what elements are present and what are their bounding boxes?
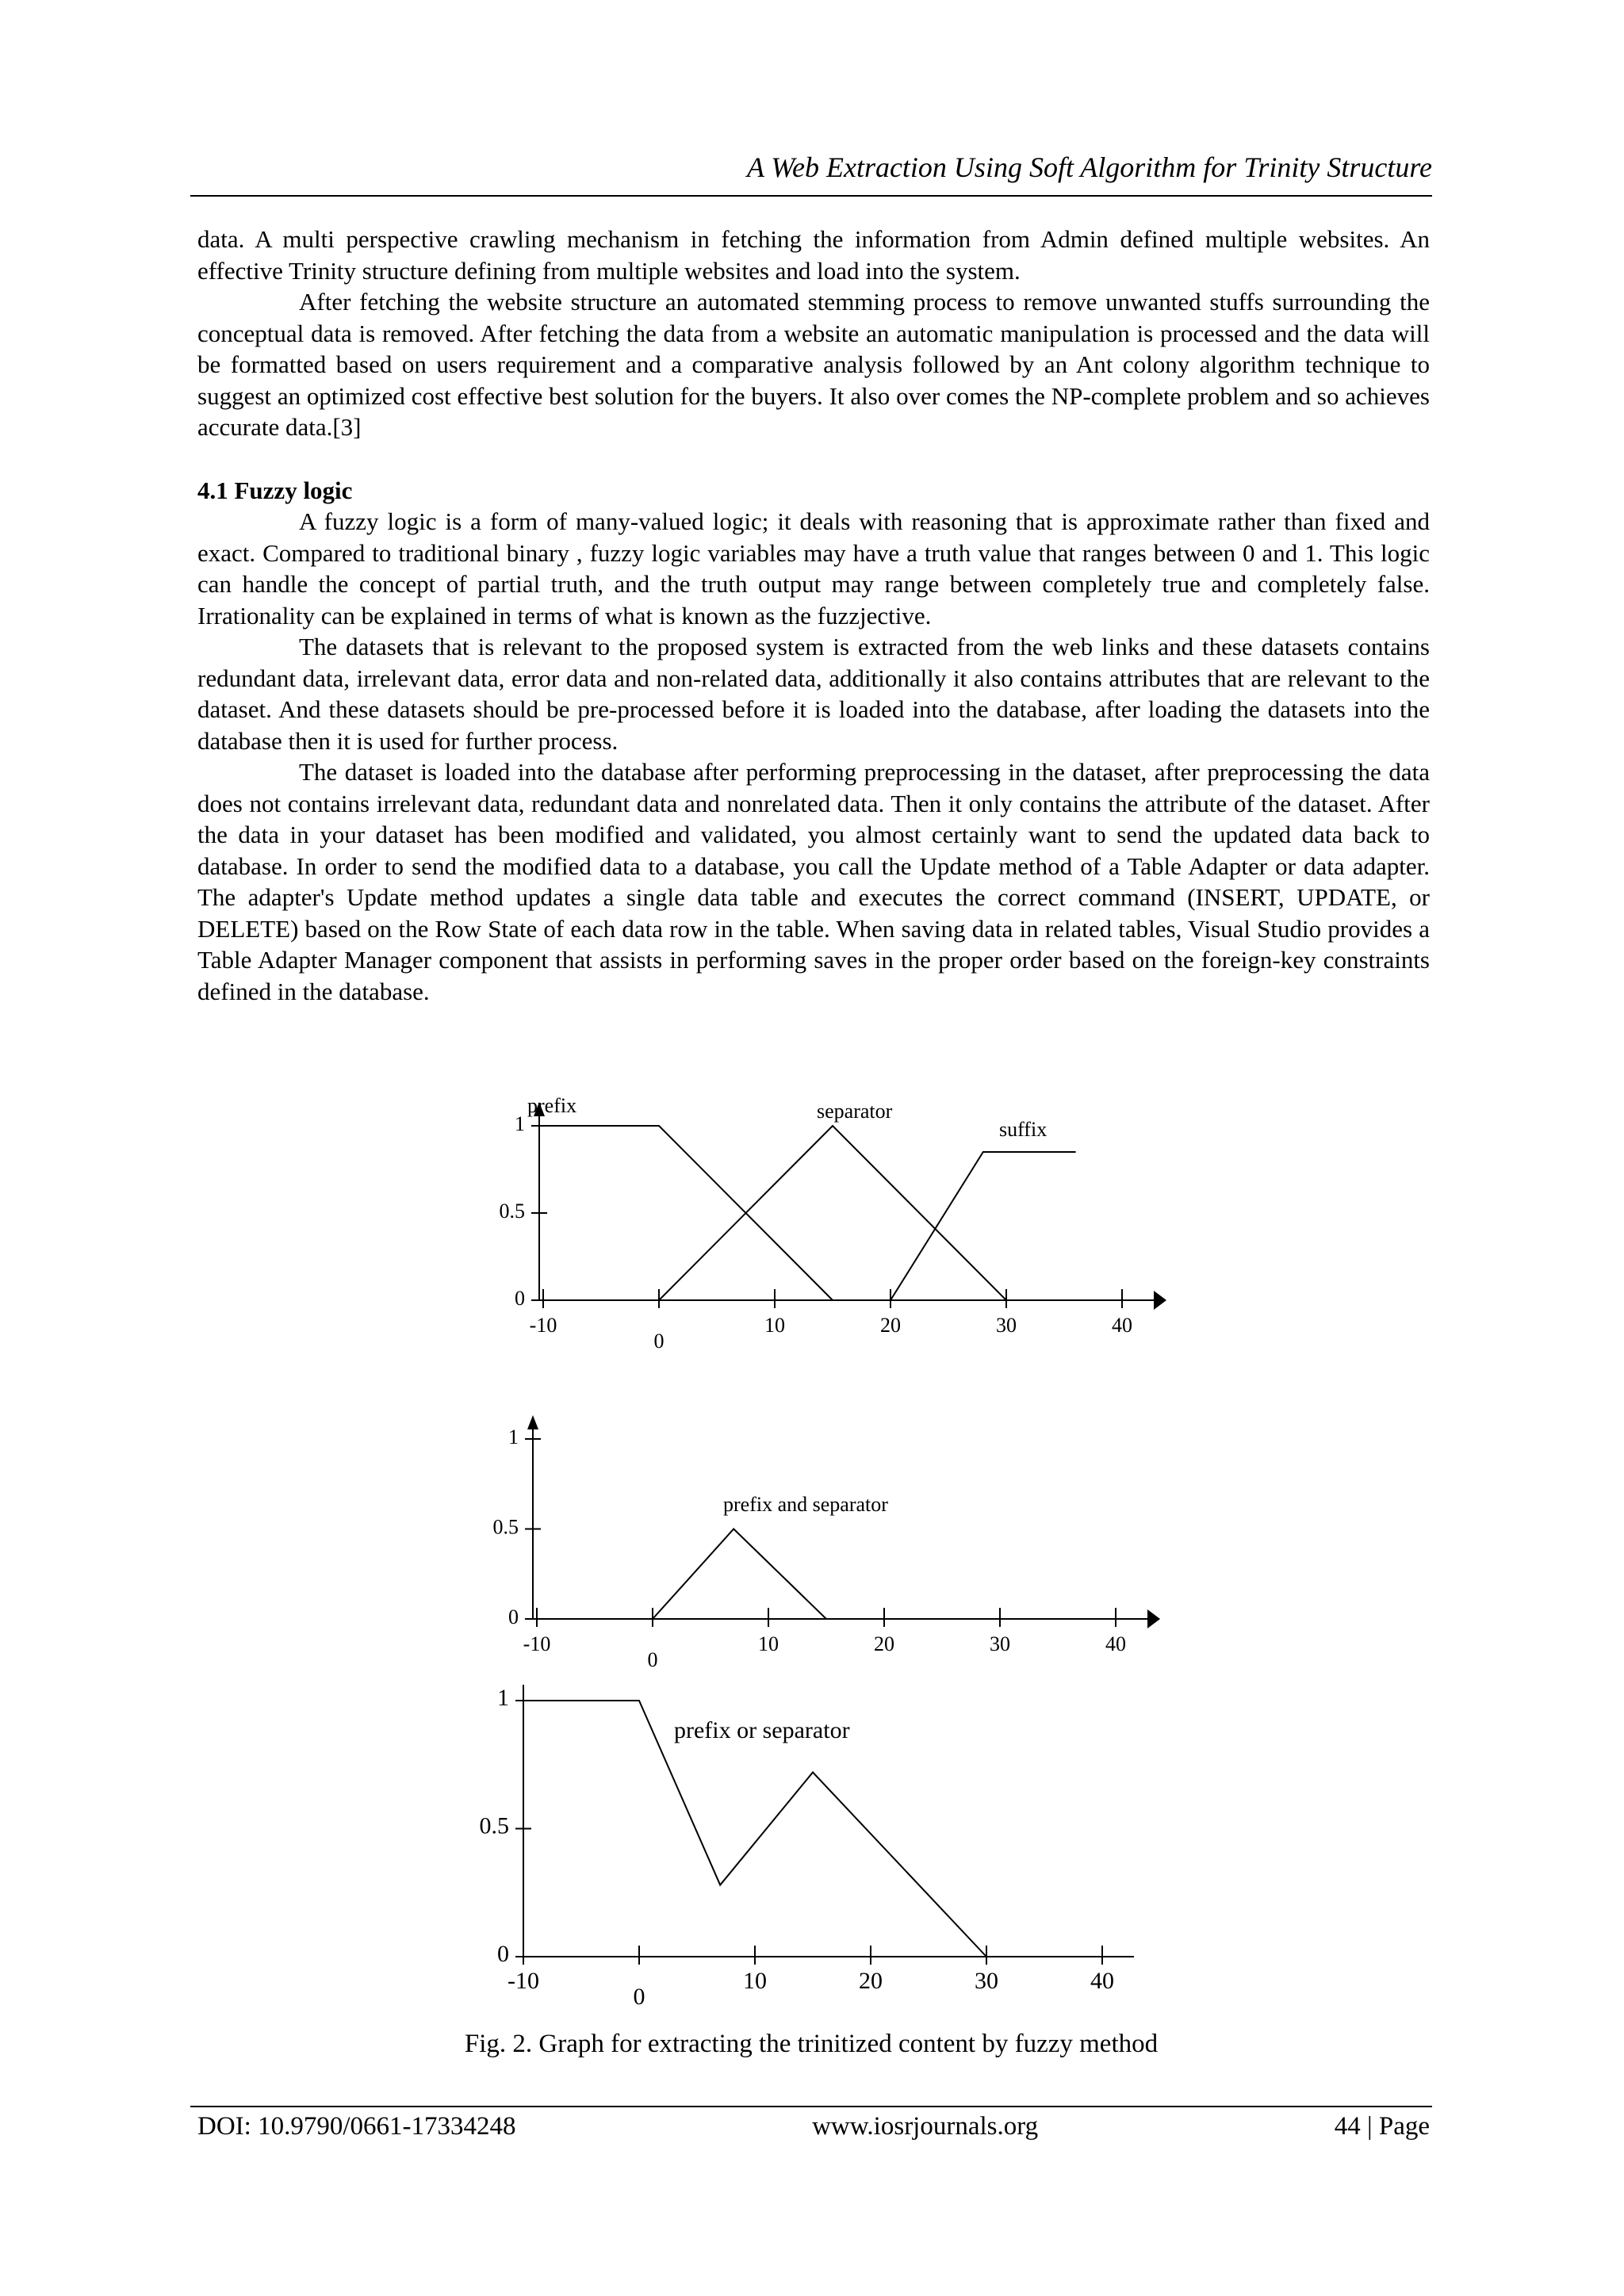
y-tick-label: 0 — [515, 1287, 525, 1310]
series-line-prefix — [543, 1126, 833, 1300]
x-tick-label: 10 — [743, 1968, 767, 1994]
fuzzy-figure — [444, 1086, 1158, 2010]
paragraph-4: The datasets that is relevant to the proposed system is extracted from the web links and these datasets contains redundant data, irrelevant data, error data and non-related data, additionally it also contains attributes that are relevant to the dataset. And these datasets should be pre-processed before it is loaded into the database, after loading the datasets into the database then it is used for further process. — [197, 633, 1430, 755]
footer-site: www.iosrjournals.org — [812, 2112, 1039, 2141]
y-axis-arrow — [527, 1415, 538, 1429]
x-tick-label: 0 — [647, 1648, 658, 1671]
x-tick-label: -10 — [523, 1632, 551, 1655]
x-tick-label: -10 — [529, 1314, 557, 1337]
x-tick-label: 30 — [990, 1632, 1010, 1655]
y-tick-label: 1 — [515, 1112, 525, 1135]
paragraph-3: A fuzzy logic is a form of many-valued logic; it deals with reasoning that is approximate rather than fixed and exact. Compared to traditional binary , fuzzy logic variables may have a truth value that ranges between 0 and 1. This logic can handle the concept of partial truth, and the truth output may range between completely true and completely false. Irrationality can be explained in terms of what is known as the fuzzjective. — [197, 507, 1430, 629]
paragraph-1: data. A multi perspective crawling mechanism in fetching the information from Admin defined multiple websites. An effective Trinity structure defining from multiple websites and load into the system. — [197, 225, 1430, 285]
body-text — [197, 224, 1430, 1007]
y-tick-label: 0.5 — [499, 1200, 525, 1223]
x-axis-arrow — [1147, 1609, 1160, 1628]
y-tick-label: 0.5 — [492, 1515, 519, 1539]
x-axis-arrow — [1154, 1291, 1166, 1310]
footer-rule — [190, 2106, 1432, 2107]
y-tick-label: 1 — [508, 1425, 519, 1448]
y-tick-label: 1 — [497, 1685, 509, 1711]
x-tick-label: 40 — [1105, 1632, 1126, 1655]
x-tick-label: 10 — [758, 1632, 779, 1655]
figure-caption: Fig. 2. Graph for extracting the trinitized content by fuzzy method — [464, 2030, 1159, 2058]
x-tick-label: 40 — [1112, 1314, 1132, 1337]
series-label: suffix — [999, 1118, 1048, 1141]
x-tick-label: 20 — [880, 1314, 901, 1337]
y-tick-label: 0 — [508, 1605, 519, 1628]
x-tick-label: 20 — [859, 1968, 883, 1994]
series-line-separator — [659, 1126, 1006, 1300]
x-tick-label: 30 — [975, 1968, 998, 1994]
paragraph-5: The dataset is loaded into the database after performing preprocessing in the dataset, after preprocessing the data does not contains irrelevant data, redundant data and nonrelated data. Then it only contains the attribute of the dataset. After the data in your dataset has been modified and validated, you almost certainly want to send the updated data back to database. In order to send the modified data to a database, you call the Update method of a Table Adapter or data adapter. The adapter's Update method updates a single data table and executes the correct command (INSERT, UPDATE, or DELETE) based on the Row State of each data row in the table. When saving data in related tables, Visual Studio provides a Table Adapter Manager component that assists in performing saves in the proper order based on the foreign-key constraints defined in the database. — [197, 758, 1430, 1005]
series-label: prefix and separator — [723, 1493, 888, 1516]
series-line-prefix-and-separator — [653, 1529, 826, 1620]
x-tick-label: 20 — [874, 1632, 894, 1655]
x-tick-label: 0 — [633, 1984, 645, 2010]
series-label: prefix or separator — [674, 1717, 850, 1743]
x-tick-label: 30 — [996, 1314, 1017, 1337]
x-tick-label: 10 — [764, 1314, 785, 1337]
page-footer — [197, 2112, 1430, 2141]
section-title: 4.1 Fuzzy logic — [197, 476, 353, 504]
footer-doi: DOI: 10.9790/0661-17334248 — [197, 2112, 516, 2141]
header-rule — [190, 195, 1432, 197]
series-label: prefix — [527, 1094, 577, 1117]
y-tick-label: 0.5 — [479, 1812, 509, 1839]
series-label: separator — [817, 1100, 893, 1123]
footer-page: 44 | Page — [1334, 2112, 1430, 2141]
x-tick-label: 0 — [653, 1330, 665, 1353]
paragraph-2: After fetching the website structure an automated stemming process to remove unwanted stuffs surrounding the conceptual data is removed. After fetching the data from a website an automatic manipulation is processed and the data will be formatted based on users requirement and a comparative analysis followed by an Ant colony algorithm technique to suggest an optimized cost effective best solution for the buyers. It also over comes the NP-complete problem and so achieves accurate data.[3] — [197, 288, 1430, 441]
fuzzy-charts — [444, 1086, 1158, 2010]
x-tick-label: 40 — [1090, 1968, 1114, 1994]
y-tick-label: 0 — [497, 1941, 509, 1967]
x-tick-label: -10 — [508, 1968, 539, 1994]
running-header: A Web Extraction Using Soft Algorithm for Trinity Structure — [746, 151, 1432, 183]
